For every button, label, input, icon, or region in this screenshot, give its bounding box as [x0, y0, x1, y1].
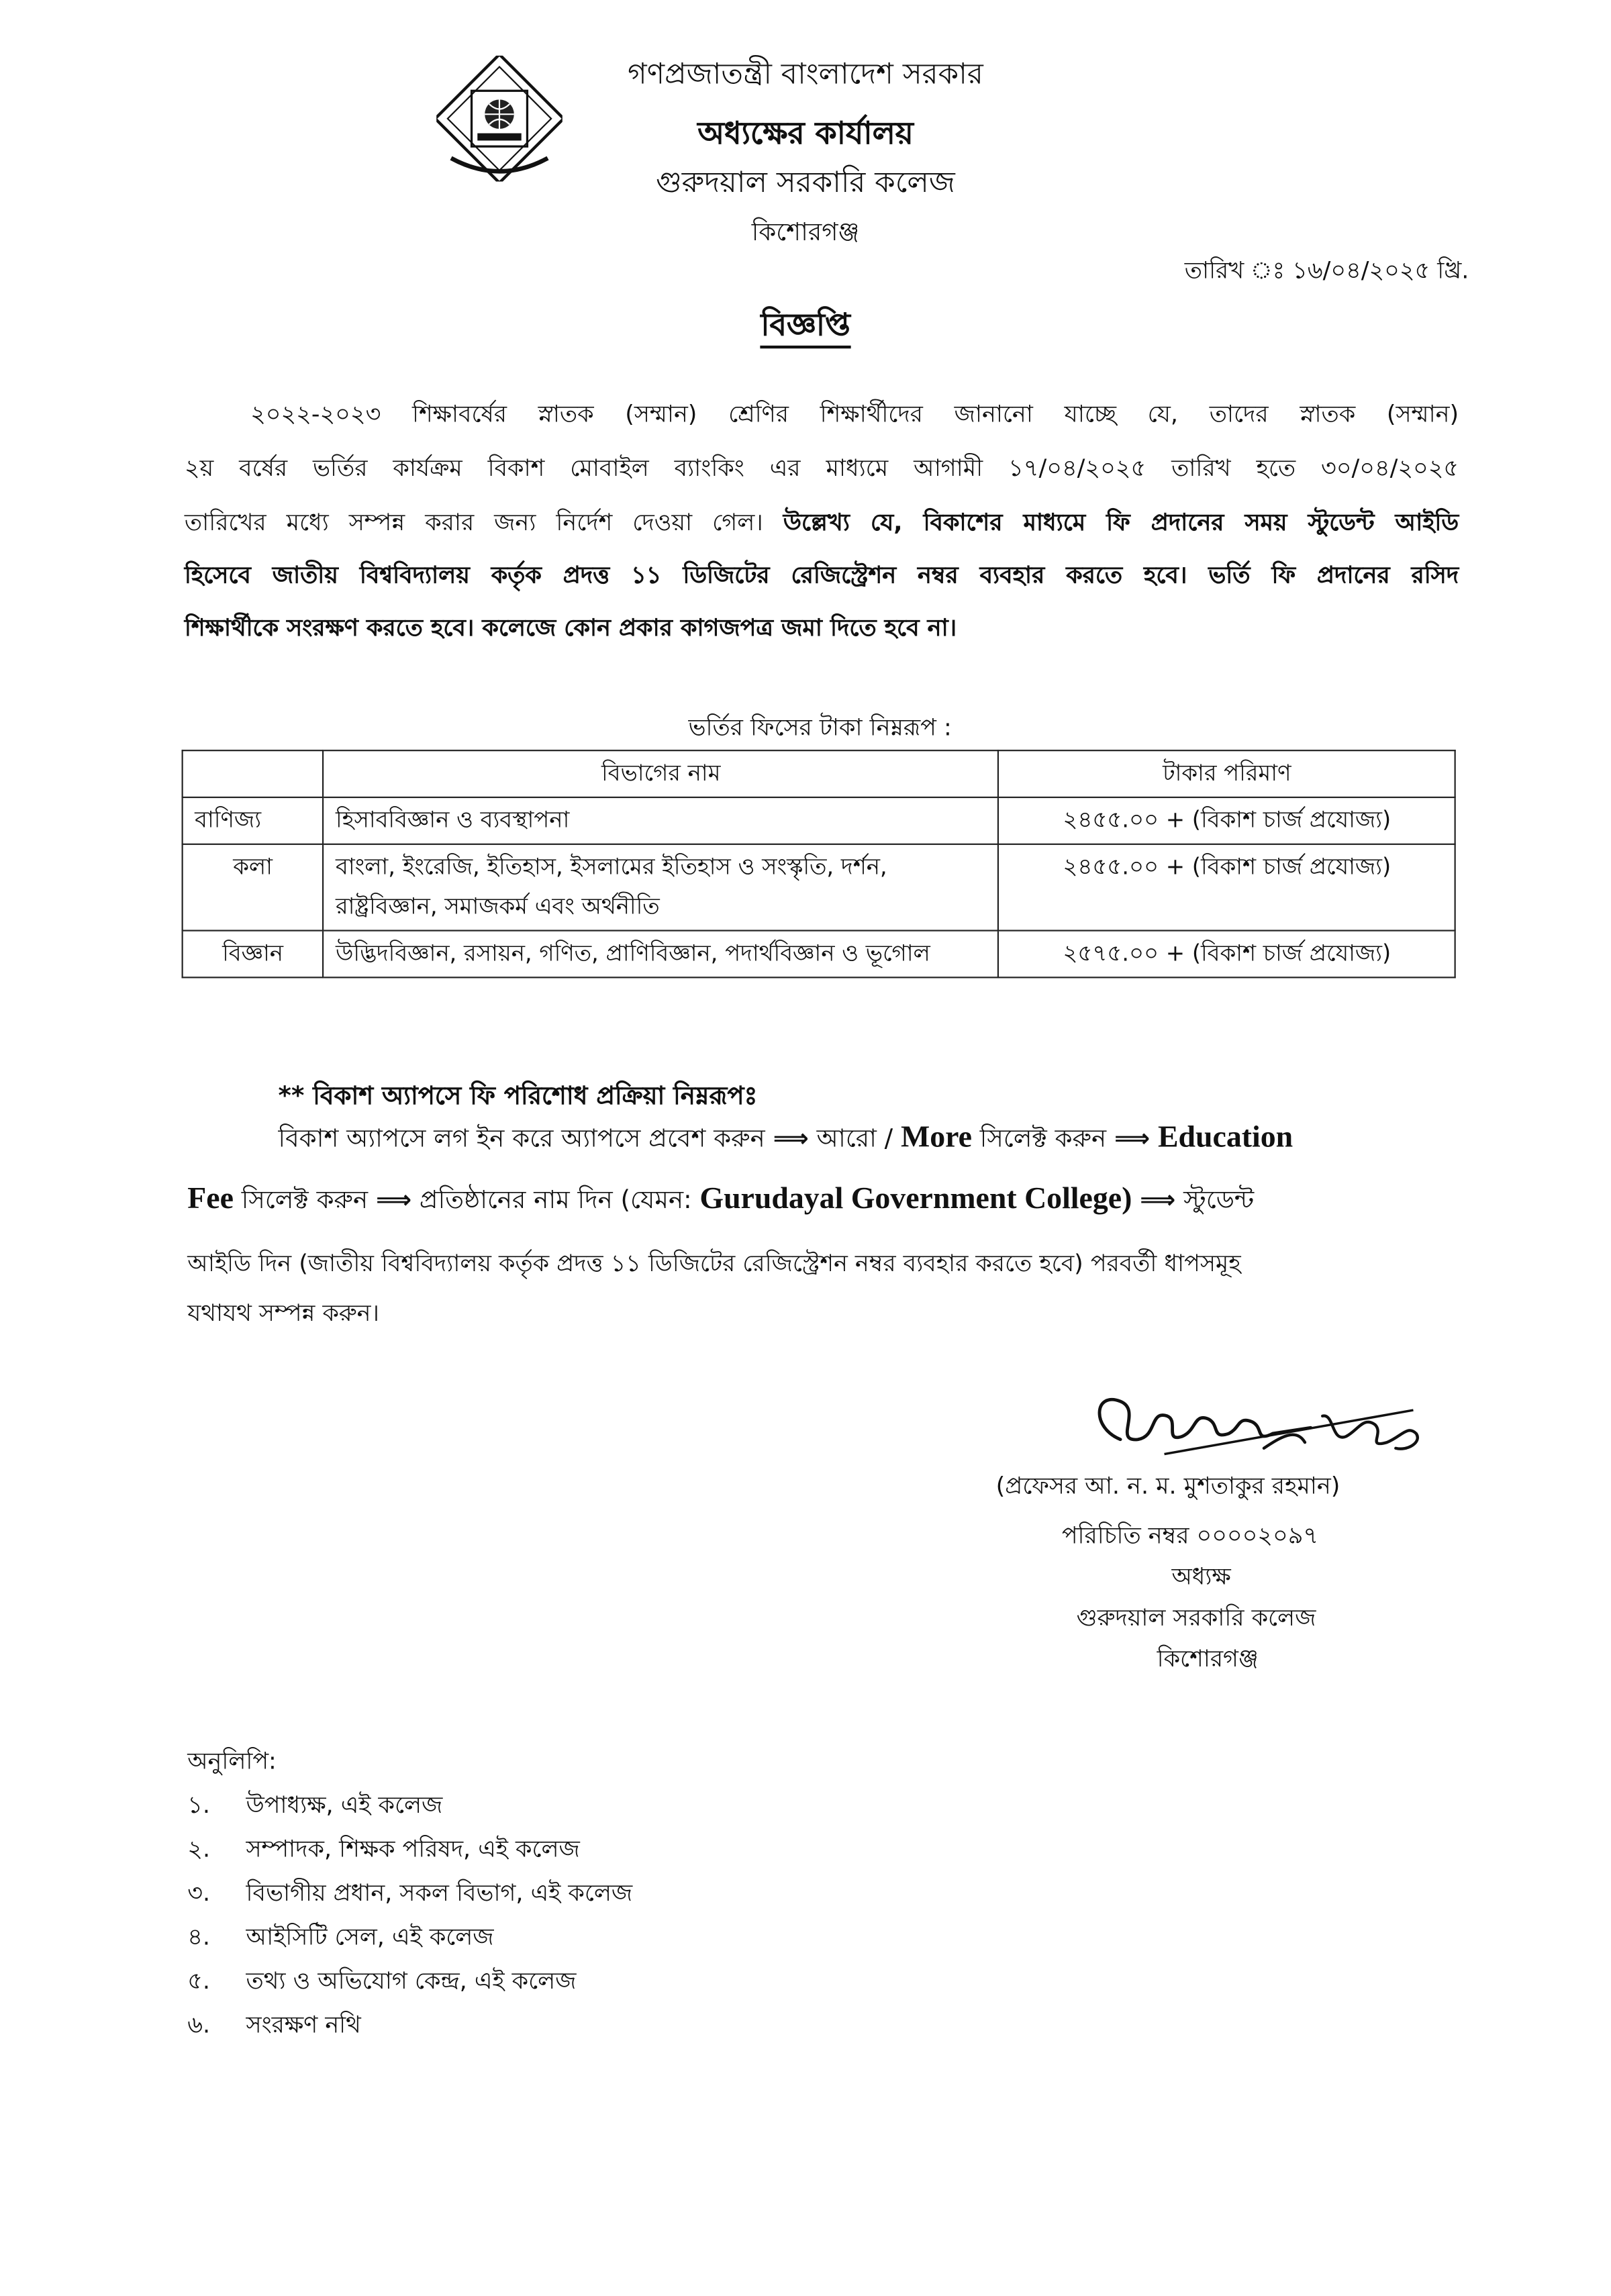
list-text: আইসিটি সেল, এই কলেজ — [246, 1922, 494, 1951]
notice-title — [659, 301, 952, 352]
notice-line: ২য় বর্ষের ভর্তির কার্যক্রম বিকাশ মোবাইল ব্যাংকিং এর মাধ্যমে আগামী ১৭/০৪/২০২৫ তারিখ হতে ৩০/০৪/২০২৫ — [184, 454, 1459, 482]
step-text: আরো / — [816, 1124, 893, 1154]
fee-table-caption: ভর্তির ফিসের টাকা নিম্নরূপ : — [688, 713, 952, 741]
list-item — [187, 1830, 579, 1870]
departments-cell: উদ্ভিদবিজ্ঞান, রসায়ন, গণিত, প্রাণিবিজ্ঞান, পদার্থবিজ্ঞান ও ভূগোল — [323, 931, 998, 978]
arrow-icon: ⟹ — [1140, 1186, 1176, 1215]
table-header-cell: টাকার পরিমাণ — [999, 750, 1455, 797]
government-line: গণপ্রজাতন্ত্রী বাংলাদেশ সরকার — [628, 55, 983, 91]
table-header-cell: বিভাগের নাম — [323, 750, 998, 797]
bkash-step-line: আইডি দিন (জাতীয় বিশ্ববিদ্যালয় কর্তৃক প্রদত্ত ১১ ডিজিটের রেজিস্ট্রেশন নম্বর ব্যবহার করতে হবে) পরবর্তী ধাপসমূহ — [187, 1249, 1241, 1277]
list-text: তথ্য ও অভিযোগ কেন্দ্র, এই কলেজ — [246, 1966, 577, 1995]
list-text: বিভাগীয় প্রধান, সকল বিভাগ, এই কলেজ — [246, 1879, 633, 1907]
list-number: ৩. — [187, 1879, 211, 1907]
list-number: ১. — [187, 1791, 211, 1819]
notice-line: ২০২২-২০২৩ শিক্ষাবর্ষের স্নাতক (সম্মান) শ্রেণির শিক্ষার্থীদের জানানো যাচ্ছে যে, তাদের স্নাতক (সম্মান) — [250, 399, 1459, 428]
signatory-name: (প্রফেসর আ. ন. ম. মুশতাকুর রহমান) — [995, 1471, 1340, 1500]
amount-cell: ২৪৫৫.০০ + (বিকাশ চার্জ প্রযোজ্য) — [999, 797, 1455, 844]
notice-line: শিক্ষার্থীকে সংরক্ষণ করতে হবে। কলেজে কোন প্রকার কাগজপত্র জমা দিতে হবে না। — [184, 613, 957, 642]
table-row — [183, 797, 1455, 844]
amount-cell: ২৪৫৫.০০ + (বিকাশ চার্জ প্রযোজ্য) — [999, 844, 1455, 931]
table-row — [183, 931, 1455, 978]
arrow-icon: ⟹ — [1114, 1124, 1151, 1154]
departments-cell: হিসাববিজ্ঞান ও ব্যবস্থাপনা — [323, 797, 998, 844]
fee-table — [182, 750, 1456, 978]
step-english-text: Fee — [187, 1180, 234, 1215]
copies-heading: অনুলিপি: — [187, 1746, 277, 1775]
college-name: গুরুদয়াল সরকারি কলেজ — [656, 164, 955, 199]
notice-bold-text: উল্লেখ্য যে, বিকাশের মাধ্যমে ফি প্রদানের সময় স্টুডেন্ট আইডি — [783, 508, 1459, 536]
faculty-cell: কলা — [183, 844, 324, 931]
step-english-text: Gurudayal Government College) — [699, 1180, 1132, 1215]
office-line: অধ্যক্ষের কার্যালয় — [697, 115, 914, 151]
city-name: কিশোরগঞ্জ — [751, 218, 860, 248]
faculty-cell: বাণিজ্য — [183, 797, 324, 844]
signatory-college: গুরুদয়াল সরকারি কলেজ — [1076, 1603, 1316, 1632]
step-text: সিলেক্ট করুন — [241, 1186, 369, 1215]
list-text: সংরক্ষণ নথি — [246, 2010, 361, 2039]
table-header-cell — [183, 750, 324, 797]
notice-text: তারিখের মধ্যে সম্পন্ন করার জন্য নির্দেশ দেওয়া গেল। — [184, 508, 763, 536]
signatory-city: কিশোরগঞ্জ — [1157, 1644, 1259, 1673]
notice-title-text: বিজ্ঞপ্তি — [761, 307, 850, 348]
list-text: উপাধ্যক্ষ, এই কলেজ — [246, 1791, 443, 1819]
bkash-steps-heading: ** বিকাশ অ্যাপসে ফি পরিশোধ প্রক্রিয়া নিম্নরূপঃ — [278, 1082, 758, 1111]
step-text: সিলেক্ট করুন — [979, 1124, 1107, 1154]
signatory-id: পরিচিতি নম্বর ০০০০২০৯৭ — [1061, 1521, 1319, 1550]
notice-line — [185, 504, 1459, 544]
arrow-icon: ⟹ — [773, 1124, 809, 1154]
bkash-step-line: যথাযথ সম্পন্ন করুন। — [187, 1299, 379, 1327]
list-item — [187, 1962, 576, 2002]
step-text: বিকাশ অ্যাপসে লগ ইন করে অ্যাপসে প্রবেশ করুন — [278, 1124, 765, 1154]
step-english-text: Education — [1157, 1118, 1293, 1154]
table-row — [183, 844, 1455, 931]
list-number: ৬. — [187, 2010, 211, 2039]
signatory-designation: অধ্যক্ষ — [1171, 1562, 1231, 1591]
bkash-step-line — [279, 1119, 1293, 1161]
list-number: ৫. — [187, 1966, 211, 1995]
list-item — [187, 2006, 361, 2046]
list-number: ২. — [187, 1834, 211, 1863]
list-item — [187, 1875, 632, 1914]
arrow-icon: ⟹ — [375, 1186, 412, 1215]
list-number: ৪. — [187, 1922, 211, 1951]
bkash-step-line — [187, 1181, 1254, 1223]
list-item — [187, 1918, 493, 1958]
notice-date: তারিখ ঃ ১৬/০৪/২০২৫ খ্রি. — [1184, 256, 1469, 285]
departments-cell: বাংলা, ইংরেজি, ইতিহাস, ইসলামের ইতিহাস ও সংস্কৃতি, দর্শন, রাষ্ট্রবিজ্ঞান, সমাজকর্ম এবং অর্থনীতি — [323, 844, 998, 931]
step-text: প্রতিষ্ঠানের নাম দিন (যেমন: — [419, 1186, 692, 1215]
notice-line: হিসেবে জাতীয় বিশ্ববিদ্যালয় কর্তৃক প্রদত্ত ১১ ডিজিটের রেজিস্ট্রেশন নম্বর ব্যবহার করতে হবে। ভর্তি ফি প্রদানের রসিদ — [184, 560, 1459, 589]
amount-cell: ২৫৭৫.০০ + (বিকাশ চার্জ প্রযোজ্য) — [999, 931, 1455, 978]
list-item — [187, 1787, 442, 1826]
step-text: স্টুডেন্ট — [1183, 1186, 1255, 1215]
table-header-row — [183, 750, 1455, 797]
list-text: সম্পাদক, শিক্ষক পরিষদ, এই কলেজ — [246, 1834, 580, 1863]
faculty-cell: বিজ্ঞান — [183, 931, 324, 978]
step-english-text: More — [900, 1118, 973, 1154]
